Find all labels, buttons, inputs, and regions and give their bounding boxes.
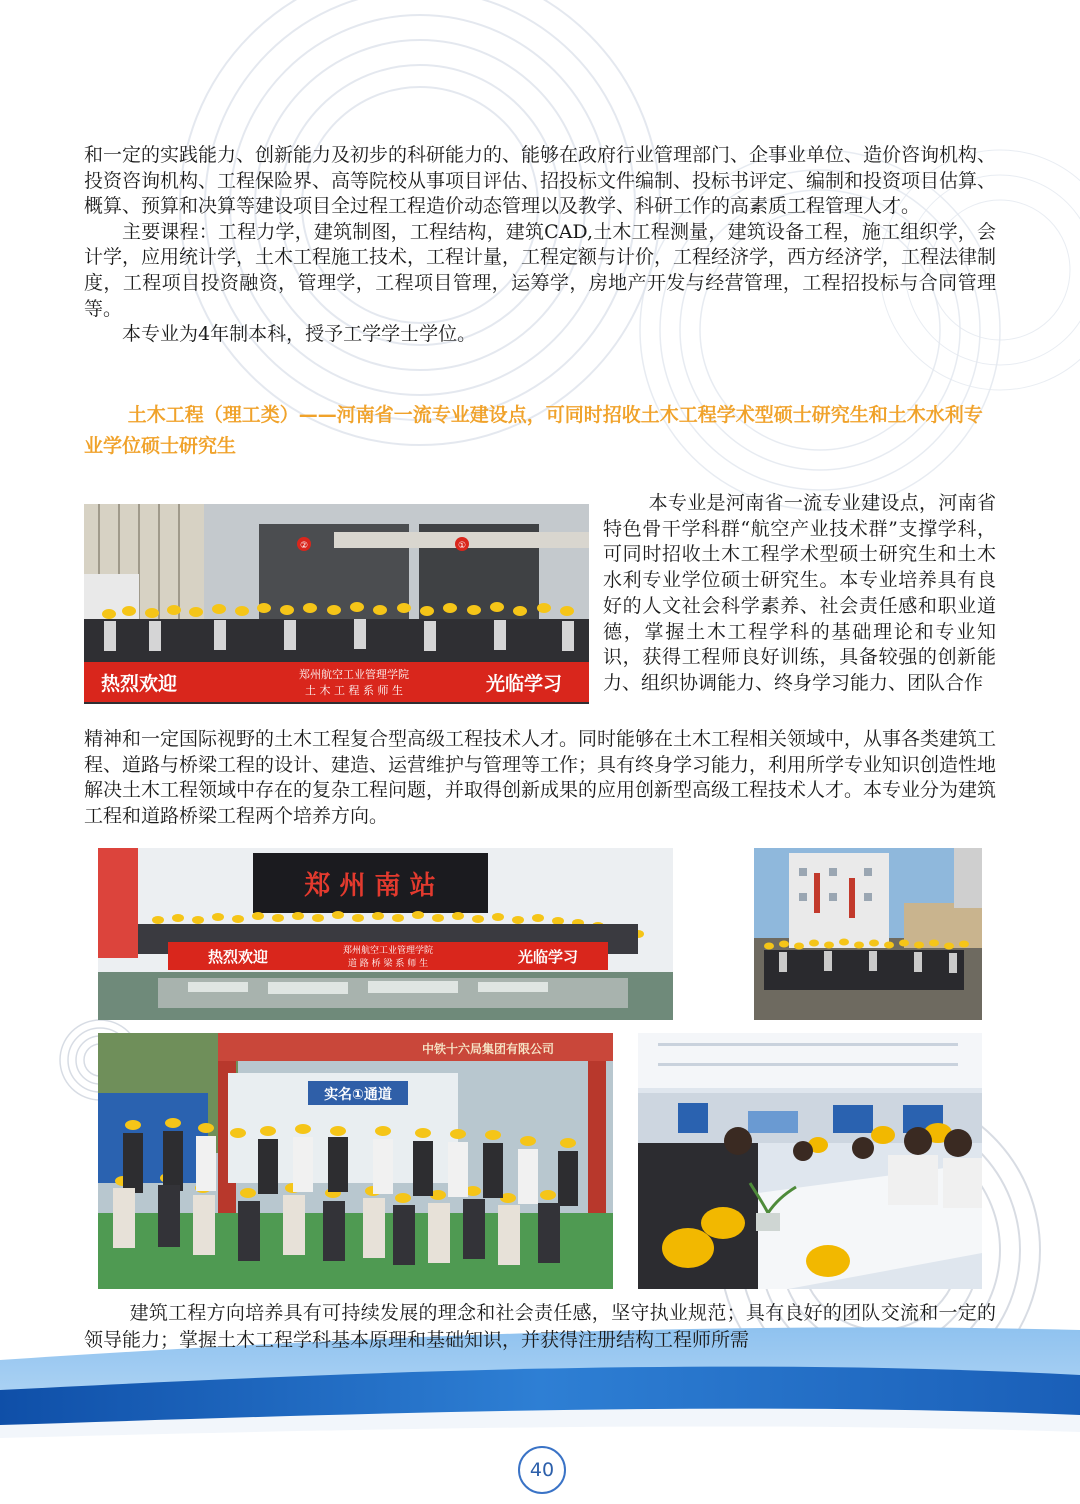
- paragraph-degree: 本专业为4年制本科，授予工学学士学位。: [122, 323, 477, 346]
- photo-crec16-site: [98, 1033, 613, 1289]
- banner-left-text: 热烈欢迎: [207, 948, 269, 966]
- banner-right-text: 光临学习: [485, 673, 563, 695]
- crane-sign-text: 中铁十六局集团有限公司: [421, 1042, 555, 1056]
- gate-sign-text: 实名①通道: [324, 1087, 392, 1103]
- photo-zhengzhou-south-station: [98, 848, 673, 1020]
- paragraph-courses: 主要课程：工程力学，建筑制图，工程结构，建筑CAD,土木工程测量，建筑设备工程，施工组织学，会计学，应用统计学，土木工程施工技术，工程计量，工程定额与计价，工程经济学，西方经济学，工程法律制度，工程项目投资融资，管理学，工程项目管理，运筹学，房地产开发与经营管理，工程招投标与合同管理等。: [84, 220, 997, 320]
- building-engineering-direction: 建筑工程方向培养具有可持续发展的理念和社会责任感，坚守执业规范；具有良好的团队交流和一定的领导能力；掌握土木工程学科基本原理和基础知识，并获得注册结构工程师所需: [84, 1302, 996, 1351]
- banner-school-text: 郑州航空工业管理学院: [299, 668, 409, 681]
- civil-engineering-intro-continued: 精神和一定国际视野的土木工程复合型高级工程技术人才。同时能够在土木工程相关领域中，从事各类建筑工程、道路与桥梁工程的设计、建造、运营维护与管理等工作；具有终身学习能力，利用所学专业知识创造性地解决土木工程领域中存在的复杂工程问题，并取得创新成果的应用创新型高级工程技术人才。本专业分为建筑工程和道路桥梁工程两个培养方向。: [84, 728, 997, 828]
- civil-engineering-intro: 本专业是河南省一流专业建设点，河南省特色骨干学科群“航空产业技术群”支撑学科，可同时招收土木工程学术型硕士研究生和土木水利专业学位硕士研究生。本专业培养具有良好的人文社会科学素养、社会责任感和职业道德，掌握土木工程学科的基础理论和专业知识，获得工程师良好训练，具备较强的创新能力、组织协调能力、终身学习能力、团队合作: [603, 492, 996, 694]
- photo-drawing-review: [638, 1033, 982, 1289]
- banner-dept-text: 土 木 工 程 系 师 生: [305, 684, 403, 697]
- banner-dept-text: 道 路 桥 梁 系 师 生: [347, 959, 429, 969]
- marker-2: ②: [299, 541, 309, 551]
- page-number: 40: [518, 1446, 566, 1494]
- paragraph-continuation: 和一定的实践能力、创新能力及初步的科研能力的、能够在政府行业管理部门、企事业单位、造价咨询机构、投资咨询机构、工程保险界、高等院校从事项目评估、招投标文件编制、投标书评定、编制和投资项目估算、概算、预算和决算等建设项目全过程工程造价动态管理以及教学、科研工作的高素质工程管理人才。: [84, 144, 997, 218]
- banner-left-text: 热烈欢迎: [100, 673, 178, 695]
- section-heading: 土木工程（理工类）——河南省一流专业建设点，可同时招收土木工程学术型硕士研究生和土木水利专业学位硕士研究生: [84, 404, 983, 457]
- photo-site-group: [754, 848, 982, 1020]
- marker-1: ①: [457, 541, 467, 551]
- banner-right-text: 光临学习: [517, 948, 579, 966]
- banner-school-text: 郑州航空工业管理学院: [342, 946, 434, 956]
- photo-factory-visit: [84, 504, 589, 704]
- screen-text: 郑 州 南 站: [304, 871, 436, 901]
- intro-text-block: [84, 143, 996, 348]
